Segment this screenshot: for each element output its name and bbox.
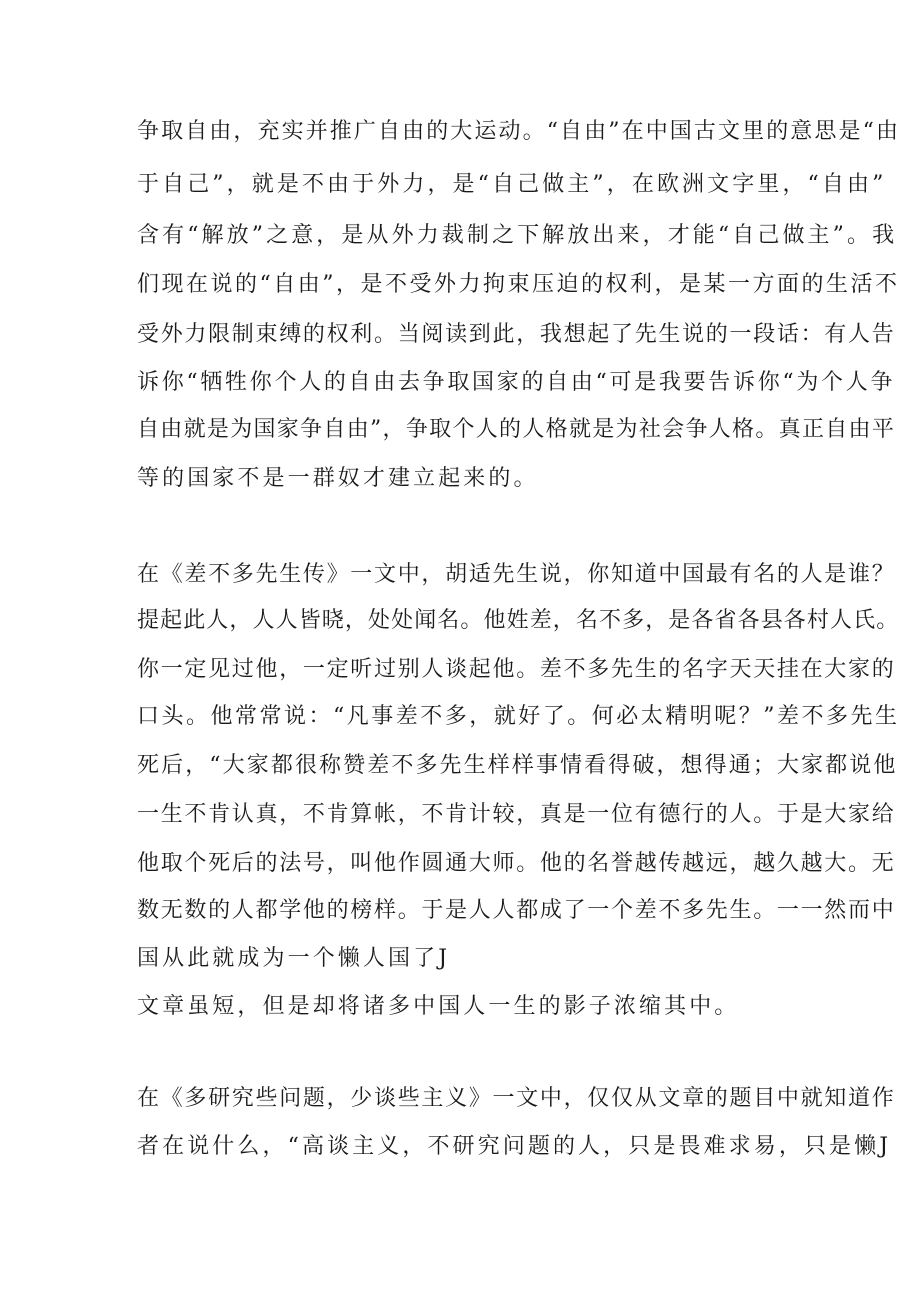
text-line: 他取个死后的法号，叫他作圆通大师。他的名誉越传越远，越久越大。无 <box>137 851 896 876</box>
text-line: 受外力限制束缚的权利。当阅读到此，我想起了先生说的一段话：有人告 <box>137 322 896 347</box>
text-line: 文章虽短，但是却将诸多中国人一生的影子浓缩其中。 <box>137 994 740 1019</box>
text-line: 口头。他常常说：“凡事差不多，就好了。何必太精明呢？”差不多先生 <box>137 704 900 729</box>
text-line: 等的国家不是一群奴才建立起来的。 <box>137 466 539 491</box>
text-line: 提起此人，人人皆晓，处处闻名。他姓差，名不多，是各省各县各村人氏。 <box>137 608 900 633</box>
text-line: 诉你“牺牲你个人的自由去争取国家的自由“可是我要告诉你“为个人争 <box>137 370 896 395</box>
text-line: 死后，“大家都很称赞差不多先生样样事情看得破，想得通；大家都说他 <box>137 753 898 778</box>
text-line: 们现在说的“自由”，是不受外力拘束压迫的权利，是某一方面的生活不 <box>137 272 900 297</box>
text-line: 在《差不多先生传》一文中，胡适先生说，你知道中国最有名的人是谁？ <box>137 562 896 587</box>
text-line: 一生不肯认真，不肯算帐，不肯计较，真是一位有德行的人。于是大家给 <box>137 802 896 827</box>
text-line: 于自己”，就是不由于外力，是“自己做主”，在欧洲文字里，“自由” <box>137 172 887 197</box>
text-line: 含有“解放”之意，是从外力裁制之下解放出来，才能“自己做主”。我 <box>137 223 898 248</box>
text-line: 在《多研究些问题，少谈些主义》一文中，仅仅从文章的题目中就知道作 <box>137 1086 896 1111</box>
text-line: 争取自由，充实并推广自由的大运动。“自由”在中国古文里的意思是“由 <box>137 119 901 144</box>
text-line: 数无数的人都学他的榜样。于是人人都成了一个差不多先生。一一然而中 <box>137 898 896 923</box>
text-line: 国从此就成为一个懒人国了J <box>137 946 451 971</box>
text-line: 者在说什么，“高谈主义，不研究问题的人，只是畏难求易，只是懒J <box>137 1134 892 1159</box>
text-line: 自由就是为国家争自由”，争取个人的人格就是为社会争人格。真正自由平 <box>137 417 896 442</box>
text-line: 你一定见过他，一定听过别人谈起他。差不多先生的名字天天挂在大家的 <box>137 657 896 682</box>
